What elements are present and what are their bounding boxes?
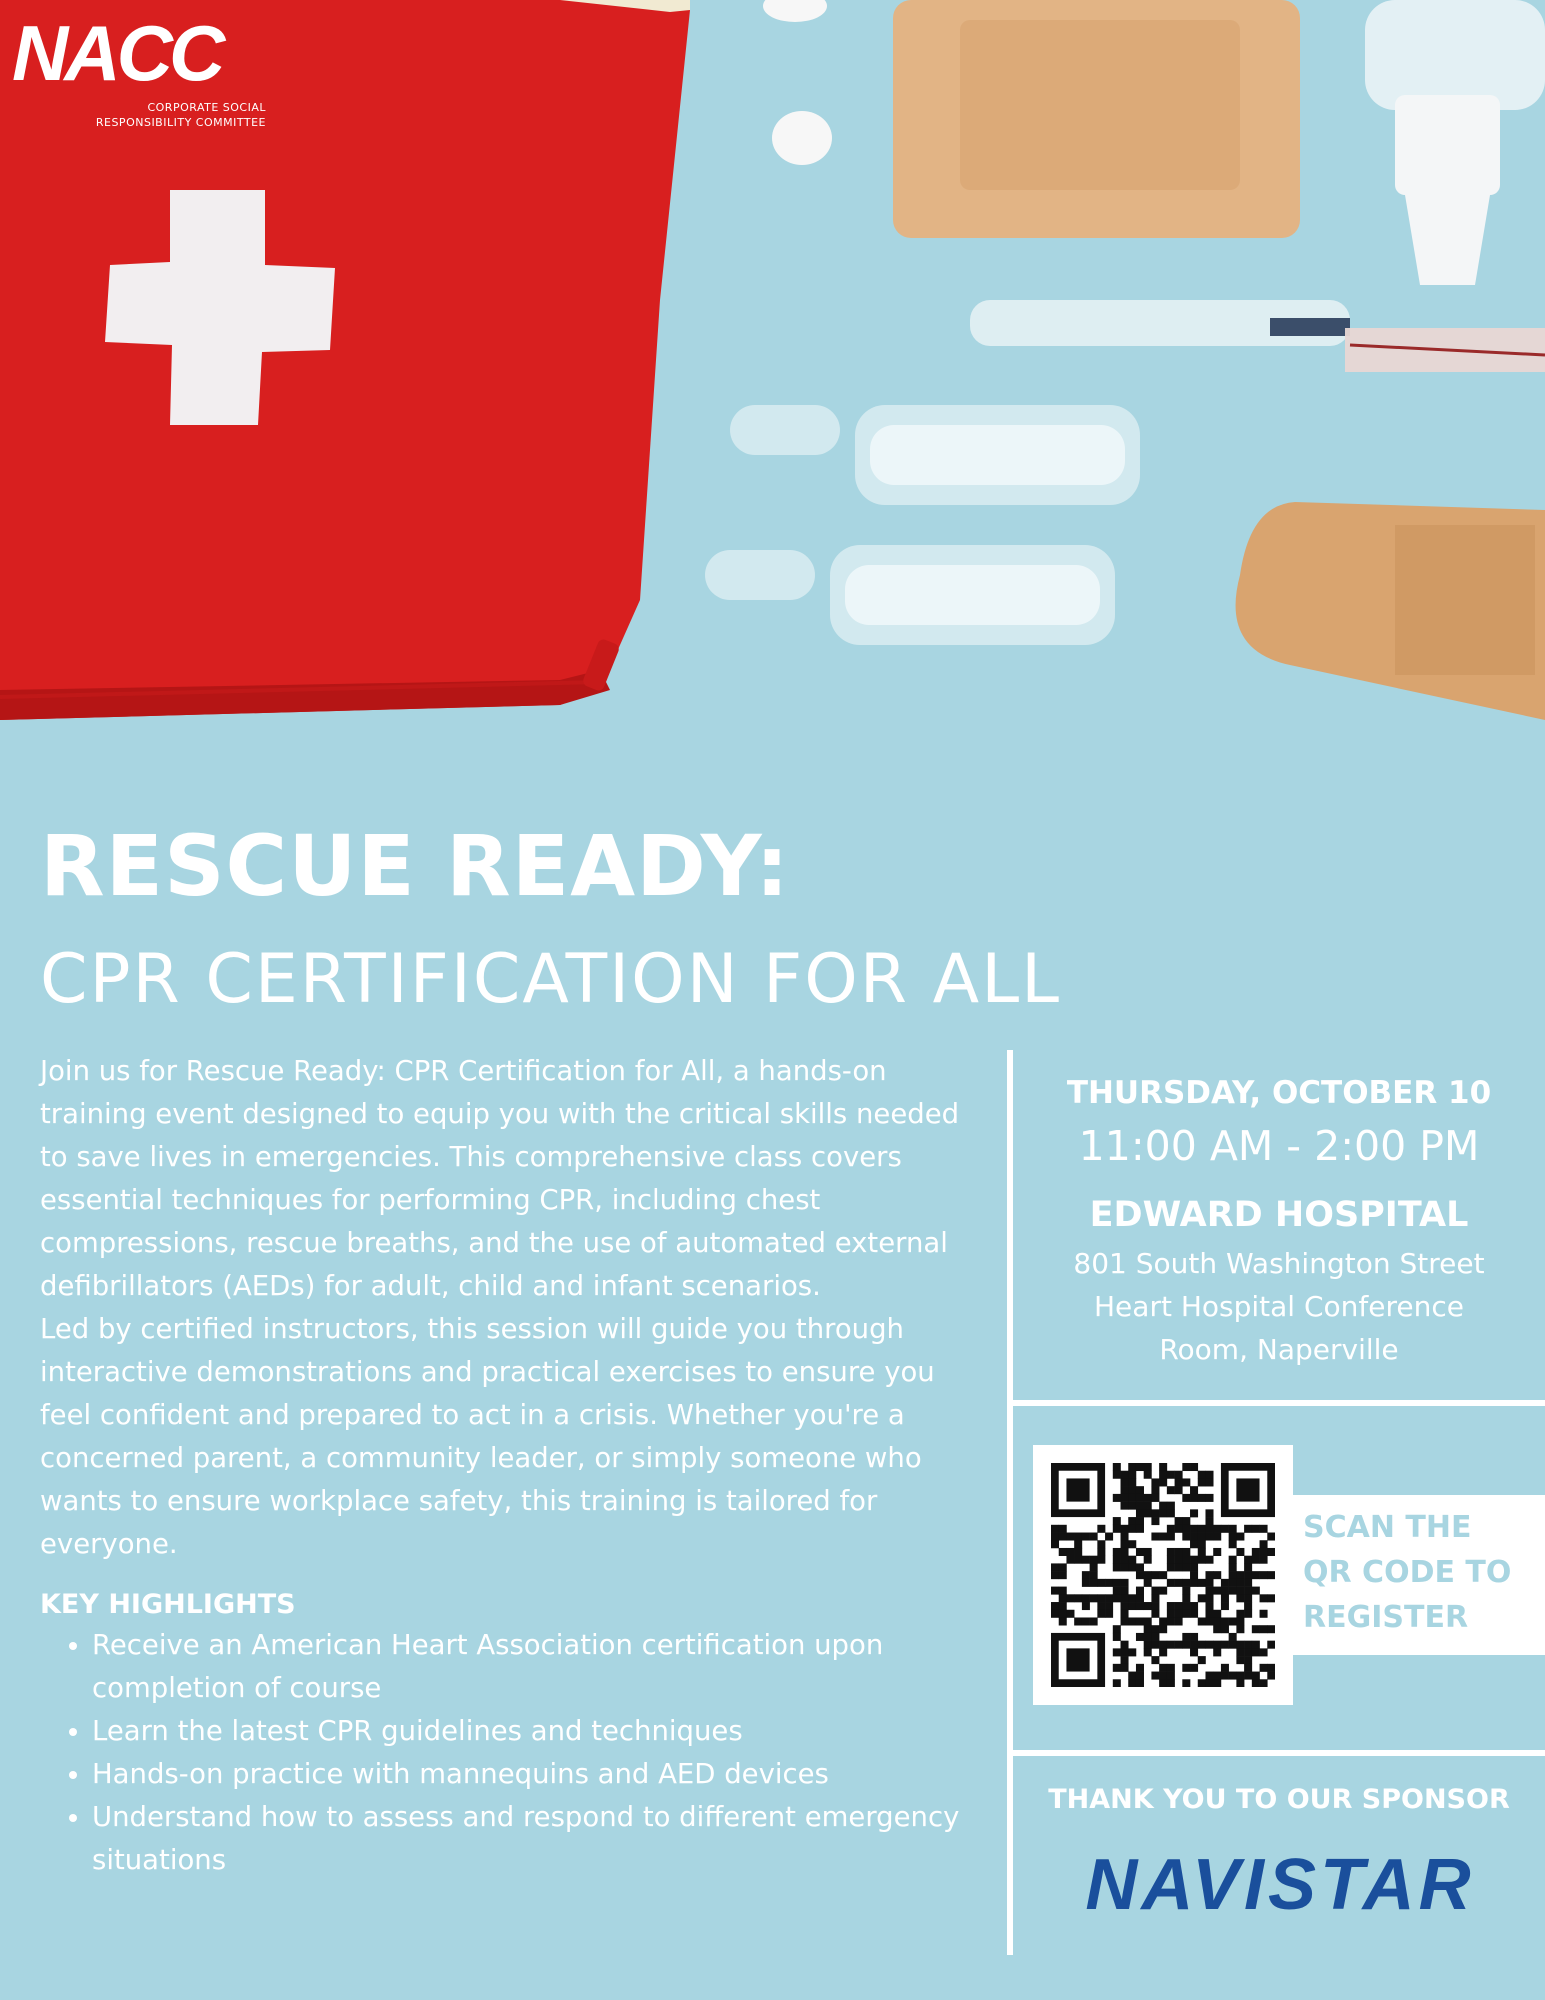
logo-subtitle-line-1: CORPORATE SOCIAL <box>147 101 266 114</box>
description-paragraph-1: Join us for Rescue Ready: CPR Certification for All, a hands-on training event designed to equip you with the critical skills needed to save lives in emergencies. This comprehensive class covers essential techniques for performing CPR, including chest compressions, rescue breaths, and the use of automated external defibrillators (AEDs) for adult, child and infant scenarios. <box>40 1055 960 1302</box>
logo-mark: NACC <box>12 9 222 97</box>
section-divider-1 <box>1010 1400 1545 1406</box>
logo-subtitle-line-2: RESPONSIBILITY COMMITTEE <box>95 116 266 129</box>
key-highlights-list <box>40 1624 980 1882</box>
event-date: THURSDAY, OCTOBER 10 <box>1066 1075 1492 1111</box>
description-paragraph-2: Led by certified instructors, this session will guide you through interactive demonstrations and practical exercises to ensure you feel confident and prepared to act in a crisis. Whether you're a concerned parent, a community leader, or simply someone who wants to ensure workplace safety, this training is tailored for everyone. <box>40 1313 935 1560</box>
event-time: 11:00 AM - 2:00 PM <box>1078 1122 1480 1170</box>
scan-line-2: QR CODE TO <box>1303 1555 1512 1590</box>
sponsor-logo: NAVISTAR <box>1085 1845 1475 1925</box>
sponsor-heading: THANK YOU TO OUR SPONSOR <box>1048 1784 1510 1815</box>
event-venue: EDWARD HOSPITAL <box>1089 1195 1469 1235</box>
scan-line-3: REGISTER <box>1303 1600 1469 1635</box>
registration-qr-code[interactable] <box>1033 1445 1293 1705</box>
address-line-3: Room, Naperville <box>1159 1333 1399 1366</box>
highlight-item: • Receive an American Heart Association certification upon completion of course <box>92 1624 980 1710</box>
highlight-item: • Understand how to assess and respond to different emergency situations <box>92 1796 980 1882</box>
nacc-logo <box>12 9 266 129</box>
pill-image-2 <box>772 111 832 165</box>
address-line-2: Heart Hospital Conference <box>1094 1290 1464 1323</box>
logo-subtitle <box>56 100 266 130</box>
section-divider-2 <box>1010 1750 1545 1756</box>
event-description <box>40 1050 980 1882</box>
highlight-item: • Hands-on practice with mannequins and AED devices <box>92 1753 980 1796</box>
qr-code-icon <box>1051 1463 1275 1687</box>
scan-line-1: SCAN THE <box>1303 1510 1472 1545</box>
page-title: RESCUE READY: <box>40 817 790 915</box>
page-subtitle: CPR CERTIFICATION FOR ALL <box>40 940 1061 1019</box>
key-highlights-heading: KEY HIGHLIGHTS <box>40 1589 296 1620</box>
address-line-1: 801 South Washington Street <box>1073 1247 1485 1280</box>
highlight-item: • Learn the latest CPR guidelines and techniques <box>92 1710 980 1753</box>
scan-to-register-callout <box>1293 1495 1545 1655</box>
event-details <box>1013 1068 1545 1371</box>
